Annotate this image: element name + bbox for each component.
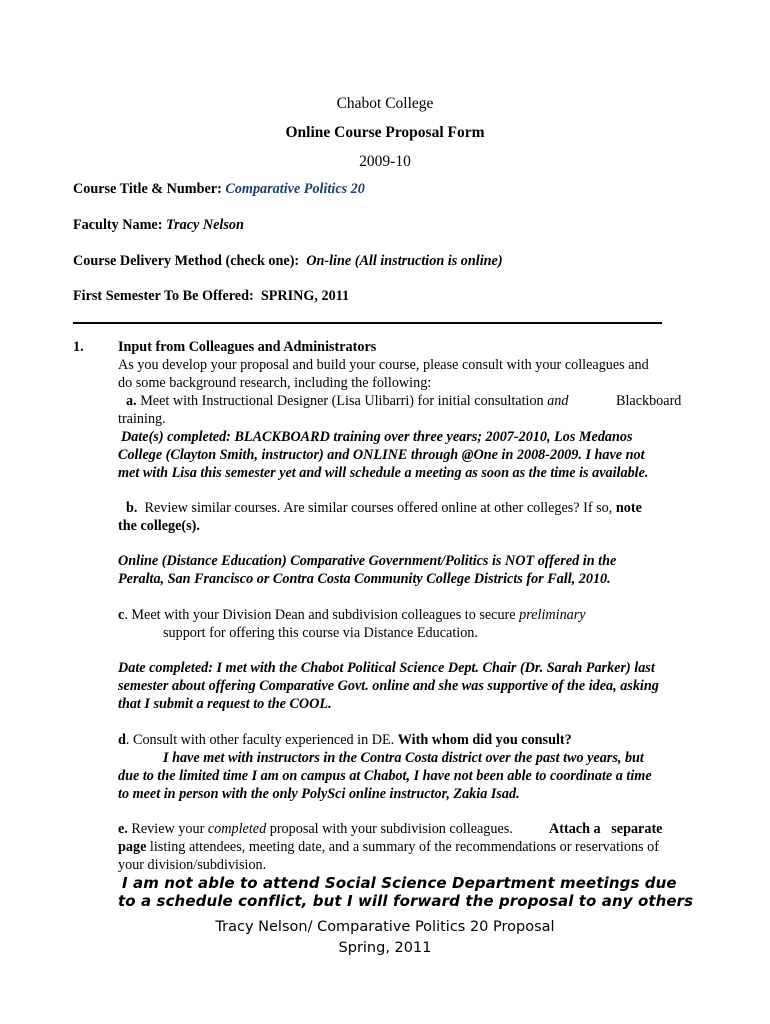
course-title-row [73, 181, 365, 198]
faculty-row [73, 217, 244, 234]
item-e-page: page [118, 839, 147, 855]
item-c-text-2: support for offering this course via Distance Education. [163, 625, 478, 641]
semester-row [73, 288, 349, 305]
item-d-answer-2: due to the limited time I am on campus at Chabot, I have not been able to coordinate a time [118, 768, 652, 784]
item-c-letter: c [118, 607, 125, 623]
item-d-row [118, 732, 572, 749]
item-c-row [118, 607, 586, 624]
item-e-text-1: Review your [131, 821, 205, 837]
item-d-question: With whom did you consult? [397, 732, 572, 748]
item-a-blackboard: Blackboard [616, 393, 682, 409]
faculty-label: Faculty Name: [73, 217, 163, 233]
item-b-note: note [615, 500, 642, 516]
item-b-answer-2: Peralta, San Francisco or Contra Costa Community College Districts for Fall, 2010. [118, 571, 611, 587]
item-e-letter: e. [118, 821, 128, 837]
section-heading: Input from Colleagues and Administrators [118, 339, 377, 355]
item-e-row-2 [118, 839, 659, 856]
item-c-answer-2: semester about offering Comparative Govt. online and she was supportive of the idea, asking [118, 678, 659, 694]
semester-value: SPRING, 2011 [260, 288, 350, 304]
item-b-colleges: the college(s). [118, 518, 200, 534]
item-c-text: . Meet with your Division Dean and subdivision colleagues to secure [124, 607, 516, 623]
item-c-answer-1: Date completed: I met with the Chabot Political Science Dept. Chair (Dr. Sarah Parker) last [118, 660, 655, 676]
item-d-answer-3: to meet in person with the only PolySci online instructor, Zakia Isad. [118, 786, 520, 802]
item-e-answer-1: I am not able to attend Social Science Department meetings due [122, 874, 677, 892]
item-d-letter: d [118, 732, 126, 748]
item-a-letter: a. [126, 393, 137, 409]
faculty-value: Tracy Nelson [165, 217, 244, 233]
item-a-answer-3: met with Lisa this semester yet and will schedule a meeting as soon as the time is available. [118, 465, 649, 481]
form-year: 2009-10 [359, 153, 411, 170]
delivery-label: Course Delivery Method (check one): [73, 253, 300, 269]
item-a-and: and [547, 393, 569, 409]
item-e-text-4: your division/subdivision. [118, 857, 267, 873]
item-b-text: Review similar courses. Are similar courses offered online at other colleges? If so, [144, 500, 613, 516]
semester-label: First Semester To Be Offered: [73, 288, 254, 304]
item-b-letter: b. [126, 500, 138, 516]
intro-line-1: As you develop your proposal and build your course, please consult with your colleagues and [118, 357, 649, 373]
college-name: Chabot College [336, 95, 434, 112]
section-number: 1. [73, 339, 84, 355]
form-title: Online Course Proposal Form [285, 124, 485, 141]
course-title-value: Comparative Politics 20 [225, 181, 365, 197]
item-a-answer-1: Date(s) completed: BLACKBOARD training over three years; 2007-2010, Los Medanos [121, 429, 633, 445]
item-d-text: . Consult with other faculty experienced in DE. [125, 732, 395, 748]
delivery-value: On-line (All instruction is online) [306, 253, 503, 269]
item-a-row [126, 393, 568, 410]
course-title-label: Course Title & Number: [73, 181, 222, 197]
item-a-answer-2: College (Clayton Smith, instructor) and ONLINE through @One in 2008-2009. I have not [118, 447, 645, 463]
item-c-preliminary: preliminary [519, 607, 586, 623]
horizontal-rule [73, 322, 662, 324]
intro-line-2: do some background research, including the following: [118, 375, 432, 391]
item-d-answer-1: I have met with instructors in the Contra Costa district over the past two years, but [163, 750, 644, 766]
footer-line-1: Tracy Nelson/ Comparative Politics 20 Proposal [215, 919, 555, 935]
item-e-row [118, 821, 513, 838]
item-e-answer-2: to a schedule conflict, but I will forward the proposal to any others [118, 892, 694, 910]
item-c-answer-3: that I submit a request to the COOL. [118, 696, 332, 712]
item-a-training: training. [118, 411, 166, 427]
item-e-text-3: listing attendees, meeting date, and a summary of the recommendations or reservations of [149, 839, 659, 855]
delivery-row [73, 253, 503, 270]
item-b-answer-1: Online (Distance Education) Comparative Government/Politics is NOT offered in the [118, 553, 617, 569]
item-e-text-2: proposal with your subdivision colleagues. [269, 821, 513, 837]
item-a-text: Meet with Instructional Designer (Lisa Ulibarri) for initial consultation [140, 393, 544, 409]
footer-line-2: Spring, 2011 [338, 940, 432, 956]
item-e-completed: completed [207, 821, 267, 837]
item-b-row [126, 500, 642, 517]
item-e-attach: Attach a separate [549, 821, 663, 837]
